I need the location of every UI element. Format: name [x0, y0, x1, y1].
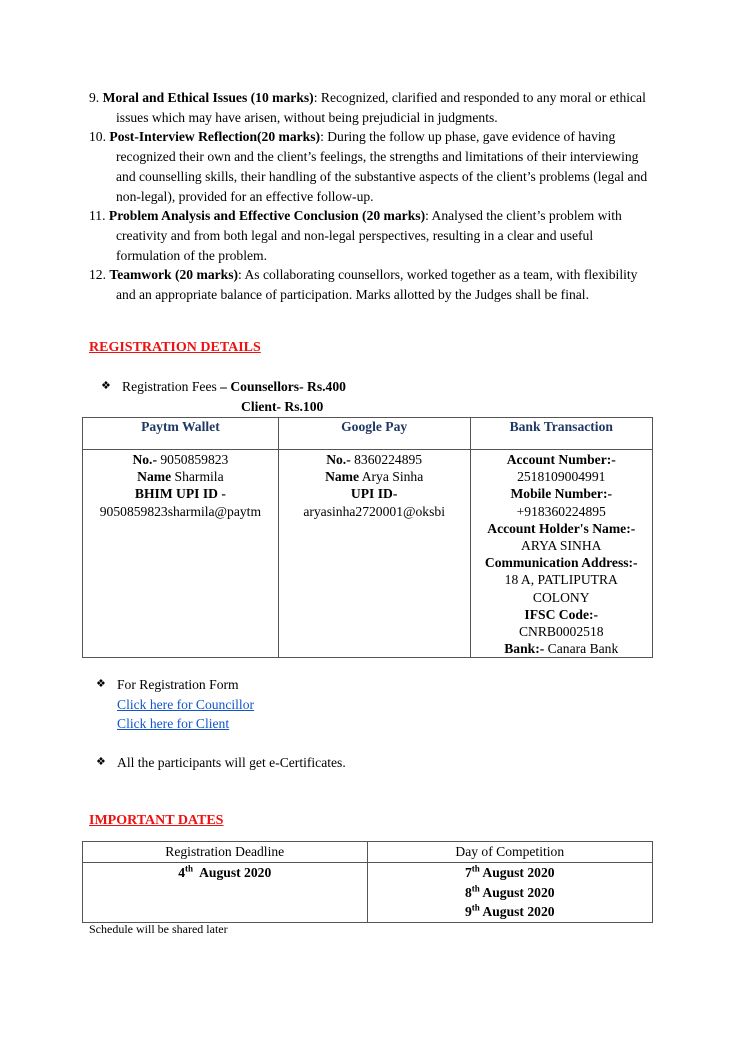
header-gpay: Google Pay [278, 418, 470, 450]
paytm-details: No.- 9050859823 Name Sharmila BHIM UPI ID - 9050859823sharmila@paytm [83, 450, 279, 658]
dates-table-row [83, 862, 653, 922]
diamond-bullet-icon: ❖ [96, 756, 106, 768]
criterion-9: 9. Moral and Ethical Issues (10 marks): Recognized, clarified and responded to any moral or ethical issues which may have arisen, without being prejudicial in judgments. [89, 90, 646, 125]
paytm-upi-id: 9050859823sharmila@paytm [99, 503, 262, 519]
diamond-bullet-icon: ❖ [101, 380, 111, 392]
councillor-form-link[interactable]: Click here for Councillor [117, 696, 255, 712]
payment-table [82, 417, 653, 658]
schedule-note: Schedule will be shared later [89, 922, 228, 936]
bank-account-number: 2518109004991 [517, 469, 606, 485]
certificates-note: All the participants will get e-Certificates. [117, 755, 346, 770]
criteria-list [89, 88, 659, 305]
competition-dates [367, 862, 653, 922]
dates-table-header [83, 842, 653, 863]
registration-fees-client: Client- Rs.100 [241, 399, 324, 414]
gpay-details: No.- 8360224895 Name Arya Sinha UPI ID- aryasinha2720001@oksbi [278, 450, 470, 658]
gpay-upi-id: aryasinha2720001@oksbi [303, 503, 445, 519]
client-form-link[interactable]: Click here for Client [117, 716, 230, 732]
header-paytm: Paytm Wallet [83, 418, 279, 450]
criterion-10: 10. Post-Interview Reflection(20 marks): During the follow up phase, gave evidence of having recognized their own and the client’s feelings, the strengths and limitations of their interviewing and counselling skills, their handling of the substantive aspects of the client’s problems (legal and non-legal), provided for an effective follow-up. [89, 129, 648, 204]
registration-form-block [117, 675, 254, 734]
registration-heading: REGISTRATION DETAILS [89, 340, 261, 355]
header-deadline: Registration Deadline [83, 842, 368, 863]
header-bank: Bank Transaction [470, 418, 653, 450]
dates-table [82, 841, 653, 923]
deadline-date: 4th August 2020 [83, 862, 368, 922]
competition-day: 7th August 2020 [464, 863, 555, 880]
payment-table-row [83, 450, 653, 658]
criterion-11: 11. Problem Analysis and Effective Conclusion (20 marks): Analysed the client’s problem with creativity and from both legal and non-legal perspectives, resulting in a clear and useful formulation of the problem. [89, 208, 622, 263]
diamond-bullet-icon: ❖ [96, 678, 106, 690]
header-competition: Day of Competition [367, 842, 653, 863]
competition-day: 8th August 2020 [464, 883, 555, 900]
registration-fees: Registration Fees – Counsellors- Rs.400 [122, 379, 346, 394]
criterion-12: 12. Teamwork (20 marks): As collaborating counsellors, worked together as a team, with flexibility and an appropriate balance of participation. Marks allotted by the Judges shall be final. [89, 267, 638, 303]
competition-day: 9th August 2020 [464, 902, 555, 920]
registration-form-label: For Registration Form [117, 677, 239, 692]
dates-heading: IMPORTANT DATES [89, 813, 224, 828]
bank-details: Account Number:- 2518109004991 Mobile Number:- +918360224895 Account Holder's Name:- ARYA SINHA Communication Address:- 18 A, PATLIPUTRA COLONY IFSC Code:- CNRB0002518 Bank:- Canara Bank [470, 450, 653, 658]
payment-table-header [83, 418, 653, 450]
